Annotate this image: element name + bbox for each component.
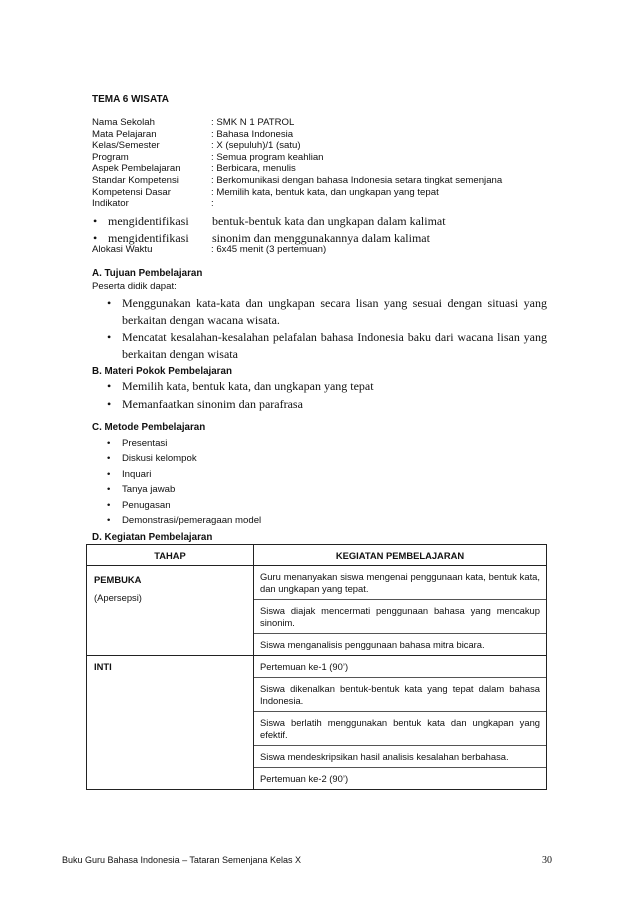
list-item: • Memanfaatkan sinonim dan parafrasa	[122, 396, 547, 413]
list-item: • Memilih kata, bentuk kata, dan ungkapan yang tepat	[122, 378, 547, 395]
activity-text: Siswa berlatih menggunakan bentuk kata dan ungkapan yang efektif.	[254, 711, 546, 745]
list-item: • Menggunakan kata-kata dan ungkapan secara lisan yang sesuai dengan situasi yang berkaitan dengan wacana wisata.	[122, 295, 547, 328]
tahap-cell	[87, 656, 254, 790]
indikator-verb: mengidentifikasi	[108, 231, 189, 245]
list-item: • Tanya jawab	[122, 482, 261, 497]
indikator-list	[108, 213, 446, 247]
list-item: • Inquari	[122, 467, 261, 482]
tahap-content	[87, 656, 253, 672]
indikator-text: sinonim dan menggunakannya dalam kalimat	[212, 231, 430, 245]
activity-text: Siswa dikenalkan bentuk-bentuk kata yang tepat dalam bahasa Indonesia.	[254, 677, 546, 711]
tema-title: TEMA 6 WISATA	[92, 94, 170, 105]
list-item	[108, 213, 446, 230]
kegiatan-cell	[254, 656, 547, 790]
info-value: :	[211, 198, 214, 210]
kegiatan-cell	[254, 566, 547, 656]
info-value: : Bahasa Indonesia	[211, 128, 294, 140]
info-block	[92, 117, 552, 210]
info-value: : Memilih kata, bentuk kata, dan ungkapan yang tepat	[211, 186, 439, 198]
activity-text: Pertemuan ke-2 (90’)	[254, 767, 546, 789]
activity-text: Siswa mendeskripsikan hasil analisis kesalahan berbahasa.	[254, 745, 546, 767]
info-row	[92, 187, 552, 199]
info-label: Nama Sekolah	[92, 117, 155, 128]
info-row	[92, 152, 552, 164]
tahap-subtitle: (Apersepsi)	[94, 592, 142, 603]
metode-list	[122, 436, 261, 528]
alokasi-row	[92, 244, 326, 255]
indikator-text: bentuk-bentuk kata dan ungkapan dalam kalimat	[212, 214, 446, 228]
info-label: Mata Pelajaran	[92, 128, 157, 140]
info-label: Kelas/Semester	[92, 140, 160, 152]
info-value: : SMK N 1 PATROL	[211, 117, 295, 128]
list-item: • Presentasi	[122, 436, 261, 451]
section-a-heading: A. Tujuan Pembelajaran	[92, 268, 203, 279]
activity-text: Siswa diajak mencermati penggunaan bahasa yang mencakup sinonim.	[254, 599, 546, 633]
info-label: Aspek Pembelajaran	[92, 163, 181, 175]
indikator-verb: mengidentifikasi	[108, 214, 189, 228]
column-header-tahap: TAHAP	[87, 545, 254, 566]
info-row	[92, 198, 552, 210]
list-item: • Mencatat kesalahan-kesalahan pelafalan bahasa Indonesia baku dari wacana lisan yang berkaitan dengan wisata	[122, 329, 547, 362]
table-row	[87, 566, 547, 656]
table-header-row	[87, 545, 547, 566]
list-item: • Demonstrasi/pemeragaan model	[122, 513, 261, 528]
footer-book-title: Buku Guru Bahasa Indonesia – Tataran Semenjana Kelas X	[62, 855, 301, 865]
list-item: • Penugasan	[122, 498, 261, 513]
page-number: 30	[542, 855, 552, 866]
info-label: Standar Kompetensi	[92, 174, 179, 186]
materi-list	[122, 378, 547, 413]
page-footer	[62, 855, 552, 866]
section-c-heading: C. Metode Pembelajaran	[92, 422, 206, 433]
section-d-heading: D. Kegiatan Pembelajaran	[92, 532, 213, 543]
activity-text: Siswa menganalisis penggunaan bahasa mitra bicara.	[254, 633, 546, 655]
alokasi-value: : 6x45 menit (3 pertemuan)	[211, 244, 327, 255]
alokasi-label: Alokasi Waktu	[92, 244, 153, 255]
activity-text: Guru menanyakan siswa mengenai penggunaan kata, bentuk kata, dan ungkapan yang tepat.	[260, 571, 540, 594]
activity-text: Pertemuan ke-1 (90’)	[260, 661, 349, 672]
info-value: : Berkomunikasi dengan bahasa Indonesia setara tingkat semenjana	[211, 174, 503, 186]
tahap-title: INTI	[94, 661, 112, 672]
column-header-kegiatan: KEGIATAN PEMBELAJARAN	[254, 545, 547, 566]
info-label: Kompetensi Dasar	[92, 186, 171, 198]
info-value: : Semua program keahlian	[211, 151, 324, 163]
info-row	[92, 117, 552, 129]
info-value: : X (sepuluh)/1 (satu)	[211, 140, 301, 152]
info-label: Program	[92, 151, 129, 163]
info-row	[92, 163, 552, 175]
kegiatan-table	[86, 544, 547, 790]
tahap-content	[87, 566, 253, 603]
table-row	[87, 656, 547, 790]
info-row	[92, 129, 552, 141]
tahap-cell	[87, 566, 254, 656]
info-value: : Berbicara, menulis	[211, 163, 296, 175]
tujuan-list	[122, 295, 547, 363]
section-a-intro: Peserta didik dapat:	[92, 281, 177, 292]
info-row	[92, 175, 552, 187]
info-row	[92, 140, 552, 152]
info-label: Indikator	[92, 198, 129, 210]
section-b-heading: B. Materi Pokok Pembelajaran	[92, 366, 232, 377]
list-item: • Diskusi kelompok	[122, 451, 261, 466]
tahap-title: PEMBUKA	[94, 574, 142, 585]
